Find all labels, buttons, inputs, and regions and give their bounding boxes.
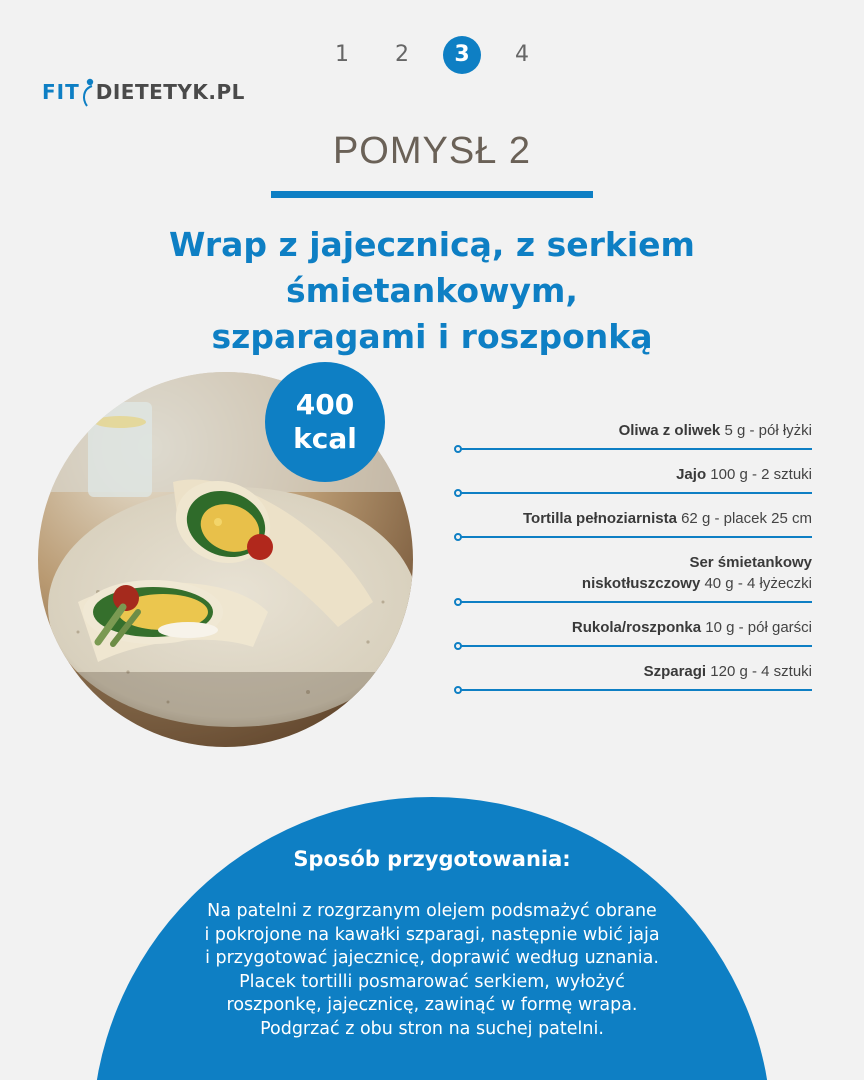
ingredient-item — [456, 617, 812, 647]
bullet-dot-icon — [454, 489, 462, 497]
idea-heading: POMYSŁ 2 — [332, 130, 532, 172]
preparation-title: Sposób przygotowania: — [293, 847, 571, 871]
ingredient-item — [456, 464, 812, 494]
ingredient-name: niskotłuszczowy — [581, 575, 701, 592]
ingredient-name-line1: Ser śmietankowy — [689, 554, 812, 571]
bullet-dot-icon — [454, 642, 462, 650]
ingredient-amount: 120 g - 4 sztuki — [710, 663, 812, 680]
ingredient-divider — [456, 448, 812, 450]
ingredient-divider — [456, 645, 812, 647]
ingredient-divider — [456, 492, 812, 494]
ingredient-name: Rukola/roszponka — [571, 619, 702, 636]
ingredient-name: Szparagi — [643, 663, 707, 680]
logo — [42, 74, 245, 110]
heading-divider — [271, 191, 593, 198]
ingredient-name: Oliwa z oliwek — [618, 422, 721, 439]
page-3-button[interactable]: 3 — [443, 36, 481, 74]
ingredient-item — [456, 508, 812, 538]
logo-domain-text: DIETETYK.PL — [95, 80, 245, 104]
calorie-value: 400 — [295, 388, 355, 421]
ingredient-name: Jajo — [676, 466, 707, 483]
recipe-title-line2: szparagami i roszponką — [211, 317, 653, 356]
ingredient-amount: 10 g - pół garści — [705, 619, 812, 636]
ingredient-amount: 62 g - placek 25 cm — [681, 510, 812, 527]
recipe-title — [20, 222, 844, 360]
bullet-dot-icon — [454, 533, 462, 541]
ingredient-item — [456, 552, 812, 603]
bullet-dot-icon — [454, 598, 462, 606]
calorie-badge — [265, 362, 385, 482]
preparation-text: Na patelni z rozgrzanym olejem podsmażyć obrane i pokrojone na kawałki szparagi, następnie wbić jaja i przygotować jajecznicę, doprawić według uznania. Placek tortilli posmarować serkiem, wyłożyć roszponkę, jajecznicę, zawinąć w formę wrapa. Podgrzać z obu stron na suchej patelni. — [204, 901, 660, 1039]
recipe-title-line1: Wrap z jajecznicą, z serkiem śmietankowym, — [169, 225, 695, 310]
ingredient-item — [456, 420, 812, 450]
ingredient-divider — [456, 536, 812, 538]
ingredient-name: Tortilla pełnoziarnista — [523, 510, 677, 527]
ingredient-divider — [456, 689, 812, 691]
logo-fit-text: FIT — [42, 80, 80, 104]
ingredient-item — [456, 661, 812, 691]
page-1-button[interactable]: 1 — [335, 42, 349, 67]
ingredient-amount: 5 g - pół łyżki — [724, 422, 812, 439]
bullet-dot-icon — [454, 686, 462, 694]
bullet-dot-icon — [454, 445, 462, 453]
ingredient-divider — [456, 601, 812, 603]
ingredient-amount: 40 g - 4 łyżeczki — [704, 575, 812, 592]
calorie-unit: kcal — [293, 422, 357, 455]
ingredient-amount: 100 g - 2 sztuki — [710, 466, 812, 483]
page-indicator — [0, 36, 864, 74]
logo-runner-icon — [81, 77, 95, 107]
ingredients-list — [456, 420, 812, 705]
page-4-button[interactable]: 4 — [515, 42, 529, 67]
page-2-button[interactable]: 2 — [395, 42, 409, 67]
